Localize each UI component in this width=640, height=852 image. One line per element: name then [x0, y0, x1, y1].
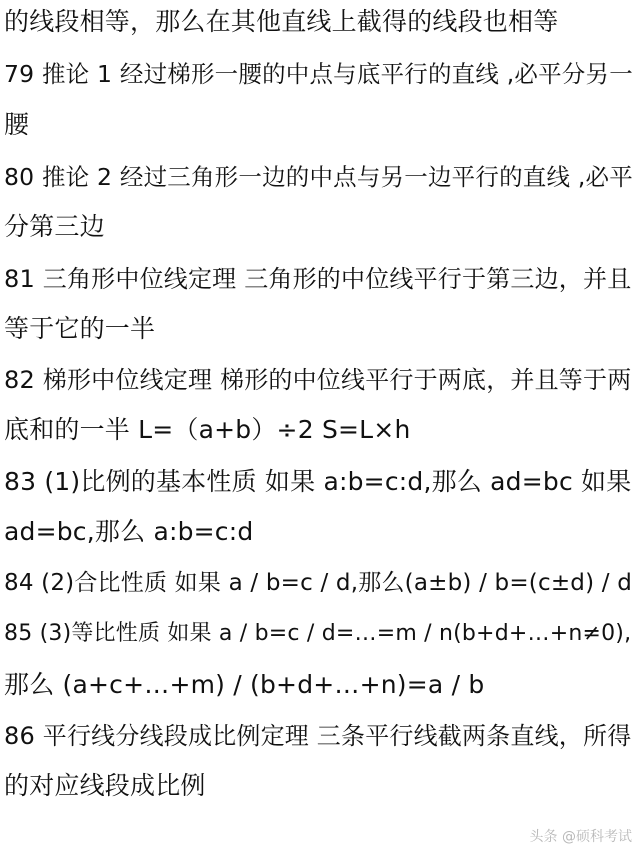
- watermark-label: 头条 @硕科考试: [529, 829, 632, 845]
- text-line-8: 82 梯形中位线定理 梯形的中位线平行于两底，并且等于两: [4, 366, 632, 394]
- text-line-6: 81 三角形中位线定理 三角形的中位线平行于第三边，并且: [4, 265, 632, 293]
- text-line-15: 86 平行线分线段成比例定理 三条平行线截两条直线，所得: [4, 722, 632, 750]
- text-line-1: 的线段相等，那么在其他直线上截得的线段也相等: [4, 7, 559, 36]
- text-line-5: 分第三边: [4, 212, 105, 241]
- text-line-10: 83 (1)比例的基本性质 如果 a:b=c:d,那么 ad=bc 如果: [4, 467, 632, 496]
- text-line-4: 80 推论 2 经过三角形一边的中点与另一边平行的直线 ,必平: [4, 163, 633, 191]
- text-line-11: ad=bc,那么 a:b=c:d: [4, 517, 254, 546]
- text-line-9: 底和的一半 L=（a+b）÷2 S=L×h: [4, 415, 411, 444]
- text-line-12: 84 (2)合比性质 如果 a / b=c / d,那么(a±b) / b=(c±d) / d: [4, 570, 633, 596]
- text-line-7: 等于它的一半: [4, 314, 156, 343]
- text-line-3: 腰: [4, 110, 30, 139]
- text-line-16: 的对应线段成比例: [4, 771, 206, 800]
- text-line-14: 那么 (a+c+…+m) / (b+d+…+n)=a / b: [4, 670, 485, 699]
- text-line-13: 85 (3)等比性质 如果 a / b=c / d=…=m / n(b+d+…+n≠0),: [4, 621, 632, 646]
- text-line-2: 79 推论 1 经过梯形一腰的中点与底平行的直线 ,必平分另一: [4, 60, 633, 88]
